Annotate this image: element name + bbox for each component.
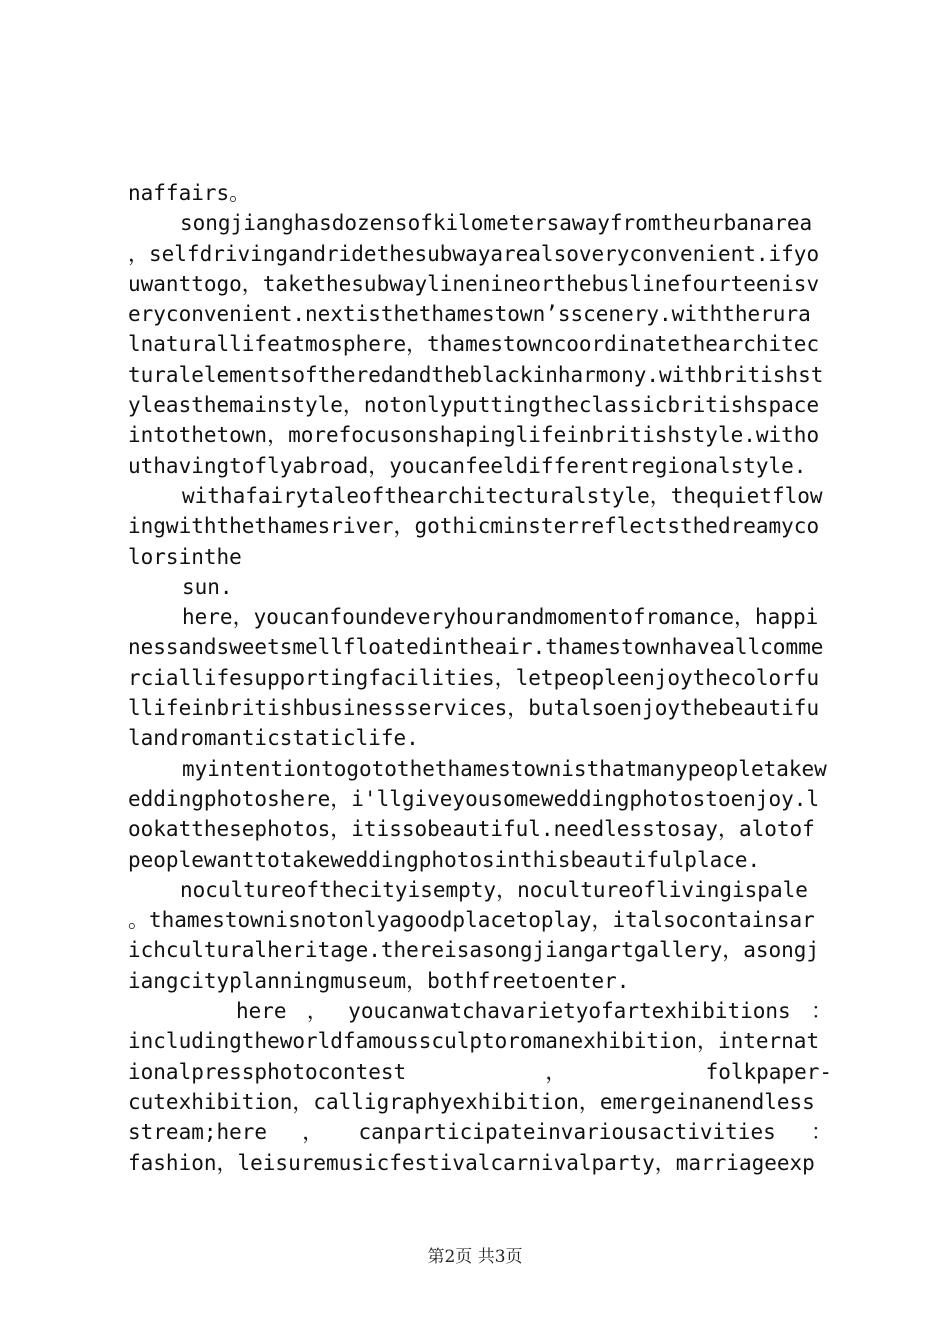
document-body [128, 178, 832, 1178]
page-number-label: 第2页 共3页 [427, 1247, 523, 1267]
text-line: ingwiththethamesriver，gothicminsterreflectsthedreamyco [128, 514, 820, 539]
text-line: iangcityplanningmuseum，bothfreetoenter. [128, 968, 630, 993]
text-line: nocultureofthecityisempty，nocultureoflivingispale [180, 877, 808, 902]
text-line: peoplewanttotakeweddingphotosinthisbeautifulplace. [128, 847, 761, 872]
page-footer [0, 1242, 950, 1267]
text-fragment: here [236, 999, 287, 1024]
text-line: ，selfdrivingandridethesubwayarealsoveryconvenient.ifyo [128, 241, 820, 266]
text-line: withafairytaleofthearchitecturalstyle，thequietflow [182, 483, 823, 508]
text-fragment: canparticipateinvariousactivities [358, 1120, 776, 1145]
text-line: uwanttogo，takethesubwaylinenineorthebuslinefourteenisv [128, 271, 820, 296]
text-line: nessandsweetsmellfloatedintheair.thamestownhaveallcomme [128, 635, 824, 660]
text-line: includingtheworldfamoussculptoromanexhibition，internat [128, 1029, 820, 1054]
text-line: yleasthemainstyle，notonlyputtingtheclassicbritishspace [128, 393, 820, 418]
text-line [128, 1057, 832, 1087]
text-line: songjianghasdozensofkilometersawayfromtheurbanarea [180, 211, 813, 236]
text-line [128, 1117, 832, 1147]
text-line: fashion，leisuremusicfestivalcarnivalparty，marriageexp [128, 1150, 815, 1175]
text-line: sun. [182, 574, 233, 599]
text-fragment: ， [302, 1120, 324, 1145]
text-fragment: ： [810, 1120, 832, 1145]
text-line: ichculturalheritage.thereisasongjiangartgallery，asongj [128, 938, 820, 963]
text-line [128, 996, 832, 1026]
text-line: intothetown，morefocusonshapinglifeinbritishstyle.witho [128, 423, 820, 448]
text-fragment: ， [306, 999, 328, 1024]
text-line: rciallifesupportingfacilities，letpeopleenjoythecolorfu [128, 665, 820, 690]
text-line: lnaturallifeatmosphere，thamestowncoordinatethearchitec [128, 332, 820, 357]
text-fragment: folkpaper- [705, 1059, 832, 1084]
text-line: lorsinthe [128, 544, 242, 569]
text-line: here，youcanfoundeveryhourandmomentofromance，happi [182, 605, 819, 630]
text-line: ookatthesephotos，itissobeautiful.needlesstosay，alotof [128, 817, 815, 842]
text-line: uthavingtoflyabroad，youcanfeeldifferentregionalstyle. [128, 453, 807, 478]
text-fragment: ionalpressphotocontest [128, 1059, 407, 1084]
text-line: cutexhibition，calligraphyexhibition，emergeinanendless [128, 1089, 815, 1114]
text-fragment: youcanwatchavarietyofartexhibitions [348, 999, 791, 1024]
text-line: turalelementsoftheredandtheblackinharmony.withbritishst [128, 362, 824, 387]
text-fragment: ， [545, 1059, 567, 1084]
text-fragment: stream;here [128, 1120, 268, 1145]
text-line: llifeinbritishbusinessservices，butalsoenjoythebeautifu [128, 696, 820, 721]
text-line: myintentiontogotothethamestownisthatmanypeopletakew [182, 756, 827, 781]
text-line: 。thamestownisnotonlyagoodplacetoplay，italsocontainsar [128, 908, 815, 933]
text-line: landromanticstaticlife. [128, 726, 419, 751]
text-fragment: ： [810, 999, 832, 1024]
text-line: naffairs。 [128, 181, 251, 205]
text-line: eddingphotoshere，i'llgiveyousomeweddingphotostoenjoy.l [128, 786, 820, 811]
text-line: eryconvenient.nextisthethamestown’sscenery.withtherura [128, 302, 811, 327]
